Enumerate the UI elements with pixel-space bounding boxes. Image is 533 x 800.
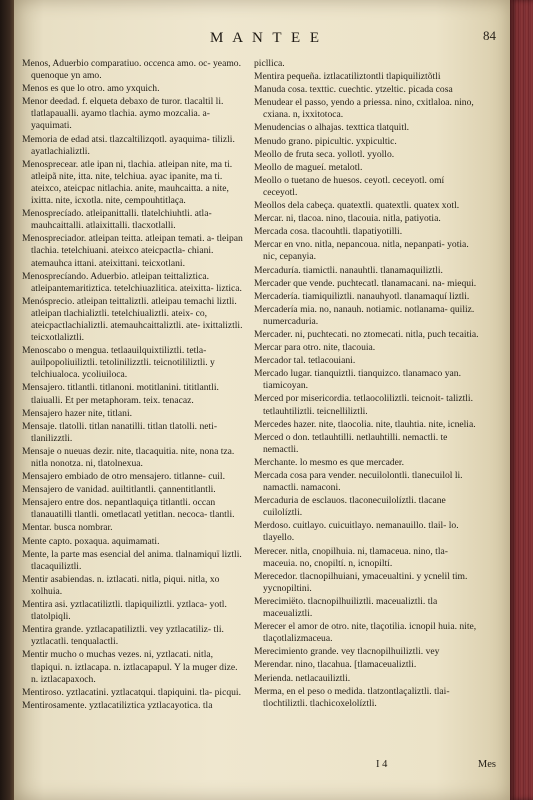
dictionary-entry: Mensajero embiado de otro mensajero. titlanne- cuil. (22, 471, 226, 483)
dictionary-entry: Mensajero. titlantli. titlanoni. motitlanini. tititlantli. tlaiualli. Et per metaphoram. teix. tenacaz. (22, 382, 219, 406)
catchword: Mes (477, 759, 496, 770)
dictionary-page (14, 0, 510, 800)
dictionary-entry: Meollo de fruta seca. yollotl. yyollo. (254, 148, 395, 160)
dictionary-entry: Merecer. nitla, cnopilhuia. ni, tlamaceua. nino, tla- maceuia. no, cnopiltí. n, icnopiltí. (254, 545, 448, 569)
dictionary-entry: Mentirosamente. yztlacatiliztica yztlacayotica. tla (22, 699, 213, 711)
dictionary-entry: Mente capto. poxaqua. aquimamati. (22, 535, 160, 547)
dictionary-entry: Merendar. nino, tlacahua. [tlamaceualiztli. (254, 659, 417, 671)
dictionary-entry: Mercaduría. tiamictli. nanauhtli. tlanamaquiliztli. (254, 264, 443, 276)
dictionary-entry: Merecimiëto. tlacnopilhuiliztli. maceualiztli. tla maceualiztli. (254, 595, 438, 620)
dictionary-entry: Merienda. netlacauiliztli. (254, 672, 351, 684)
dictionary-entry: Mentir asabiendas. n. iztlacati. nitla, piqui. nitla, xo xolhuia. (22, 573, 220, 597)
dictionary-entry: picllica. (254, 58, 285, 69)
dictionary-entry: Mensaje. tlatolli. titlan nanatilli. titlan tlatolli. neti- tlanilizztli. (22, 420, 218, 444)
dictionary-entry: Mercador tal. tetlacouiani. (254, 355, 356, 367)
dictionary-entry: Mercada cosa. tlacouhtli. tlapatiyotilli. (254, 226, 403, 238)
dictionary-entry: Mercader. ni, puchtecati. no ztomecati. nitla, puch tecaitia. (254, 328, 479, 340)
dictionary-entry: Mercaduria de esclauos. tlaconecuilolíztli. tlacane cuilolíztli. (254, 495, 446, 519)
right-column (254, 58, 480, 711)
dictionary-entry: Manuda cosa. texttic. cuechtic. ytzeltic. picada cosa (254, 84, 453, 96)
dictionary-entry: Merecimiento grande. vey tlacnopilhuiliztli. vey (254, 646, 440, 658)
dictionary-entry: Mentira grande. yztlacapatiliztli. vey yztlacatiliz- tli. yztlacatli. tenqualactli. (22, 624, 224, 648)
page-edges (510, 0, 533, 800)
dictionary-entry: Mercadería mia. no, nanauh. notiamic. notlanama- quiliz. numercaduria. (254, 303, 475, 327)
dictionary-entry: Merced o don. tetlauhtilli. netlauhtilli. nemactli. te nemactli. (254, 431, 448, 455)
dictionary-entry: Menoscabo o mengua. tetlaauilquixtiliztli. tetla- auilpopoliuiliztli. tetolinilizztli. teicnotililiztli. y telchiualoca. ycoliuiloca. (22, 345, 215, 381)
dictionary-entry: Meollo de magueí. metalotl. (254, 161, 363, 173)
dictionary-entry: Mente, la parte mas esencial del anima. tlalnamiquï liztli. tlacaquiliztli. (22, 548, 242, 572)
dictionary-entry: Mentar. busca nombrar. (22, 522, 113, 534)
dictionary-entry: Mercar para otro. nite, tlacouia. (254, 342, 376, 354)
dictionary-entry: Merecedor. tlacnopilhuiani, ymaceualtini. y ycnelil tim. yycnopiltini. (254, 570, 468, 594)
dictionary-entry: Merced por misericordia. tetlaocoliliztli. teicnoit- taliztli. tetlauhtiliztli. teicnelliliztli. (254, 393, 473, 417)
running-title: M A N T E E (210, 30, 323, 46)
page-number: 84 (483, 28, 496, 43)
dictionary-entry: Menos es que lo otro. amo yxquich. (22, 83, 160, 95)
dictionary-entry: Menospreciador. atleipan teitta. atleipan temati. a- tleipan tlachia. tetelchiuani. ateixco ateicpactla- chiani. atemauhca ittani. ateixittani. teicxotlani. (22, 233, 243, 269)
dictionary-entry: Mentiroso. yztlacatini. yztlacatqui. tlapiquini. tla- picqui. (22, 686, 241, 698)
dictionary-entry: Meollo o tuetano de huesos. ceyotl. ceceyotl. omí ceceyotl. (254, 174, 445, 198)
dictionary-entry: Mercar en vno. nitla, nepancoua. nitla, nepanpati- yotia. nic, cepanyia. (254, 239, 469, 263)
dictionary-entry: Menosprecíando. Aduerbio. atleipan teittaliztica. atleipantemaritiztica. tetelchiuazlitica. ateixitta- liztica. (22, 270, 242, 294)
dictionary-entry: Mensajero de vanidad. auiltitlantli. çannentitlantli. (22, 484, 216, 496)
dictionary-entry: Memoria de edad atsi. tlazcaltilizqotl. ayaquima- tilizli. ayatlachializtli. (22, 133, 235, 157)
dictionary-entry: Mentira asi. yztlacatiliztli. tlapiquiliztli. yztlaca- yotl. tlatolpiqli. (22, 599, 227, 623)
dictionary-entry: Merdoso. cuitlayo. cuicuitlayo. nemanauillo. tlail- lo. tlayello. (254, 520, 459, 544)
dictionary-entry: Mentira pequeña. iztlacatiliztontli tlapiquiliztõtli (254, 71, 441, 83)
dictionary-entry: Menor deedad. f. elqueta debaxo de turor. tlacaltil li. tlatlapaualli. ayamo tlachia. aymo mozcalia. a- yaquimati. (22, 96, 224, 132)
dictionary-entry: Menudo grano. pipicultic. yxpicultic. (254, 135, 397, 147)
dictionary-entry: Merecer el amor de otro. nite, tlaçotilia. icnopil huia. nite, tlaçotlalizmaceua. (254, 621, 477, 645)
signature-mark: I 4 (376, 759, 388, 770)
dictionary-entry: Menosprecear. atle ipan ni, tlachia. atleipan nite, ma ti. atleipã nite, itta. nite, telchiua. ayac ipanite, ma ti. ateixco, ateicpac nitlachia. anite, mauhcaitta. a nite, ixitta. nite, icxotla. nite, cempouhtitlaça. (22, 158, 233, 207)
book-binding (0, 0, 14, 800)
page-footer (14, 752, 510, 800)
dictionary-entry: Mensajero hazer nite, titlani. (22, 407, 133, 419)
dictionary-entry: Meollos dela cabeça. quatextli. quatextli. quatex xotl. (254, 200, 460, 212)
dictionary-entry: Menosprecíado. atleipanittalli. tlatelchiuhtli. atla- mauhcaittalli. atlaixittalli. tlacxotlalli. (22, 208, 212, 232)
dictionary-entry: Mercader que vende. puchtecatl. tlanamacani. na- miequi. (254, 277, 477, 289)
dictionary-entry: Mensaje o nueuas dezir. nite, tlacaquitia. nite, nona tza. nitla nonotza. ni, tlatolnexua. (22, 445, 235, 469)
page-header (14, 30, 510, 54)
left-column (22, 58, 244, 713)
dictionary-entry: Mercedes hazer. nite, tlaocolia. nite, tlauhtia. nite, icnelia. (254, 418, 476, 430)
dictionary-entry: Mercado lugar. tianquiztli. tianquizco. tlanamaco yan. tiamicoyan. (254, 368, 461, 392)
dictionary-entry: Mercada cosa para vender. necuilolontli. tlanecuilol li. namactli. namaconi. (254, 470, 463, 494)
dictionary-entry: Merchante. lo mesmo es que mercader. (254, 456, 404, 468)
dictionary-entry: Menudear el passo, yendo a priessa. nino, cxitlaloa. nino, cxiana. n, ixxitotoca. (254, 97, 474, 121)
dictionary-entry: Mercadería. tiamiquiliztli. nanauhyotl. tlanamaquí liztli. (254, 290, 470, 302)
dictionary-entry: Mercar. ni, tlacoa. nino, tlacouia. nitla, patiyotia. (254, 213, 441, 225)
dictionary-entry: Mentir mucho o muchas vezes. ni, yztlacati. nitla, tlapiqui. n. iztlacapa. n. iztlacapapul. Y la muger dize. n. iztlacapaxoch. (22, 649, 238, 685)
dictionary-entry: Menos, Aduerbio comparatiuo. occenca amo. oc- yeamo. quenoque yn amo. (22, 58, 241, 82)
dictionary-entry: Menudencias o alhajas. texttica tlatquitl. (254, 122, 410, 134)
dictionary-entry: Menósprecio. atleipan teittaliztli. atleipau temachi liztli. atleipan tlachializtli. tetelchiualiztli. ateix- co, ateicpactlachializtli. atemauhcaittaliztli. ate- ixittaliztli. teicxotlaliztli. (22, 295, 243, 344)
dictionary-entry: Merma, en el peso o medida. tlatzontlaçaliztli. tlai- tlochtiliztli. tlachicoxelolíztli. (254, 685, 450, 709)
dictionary-entry: Mensajero entre dos. nepantlaquiça titlantli. occan tlanauatilli tlantli. ometlacatl yetitlan. necoca- tlantli. (22, 497, 235, 521)
